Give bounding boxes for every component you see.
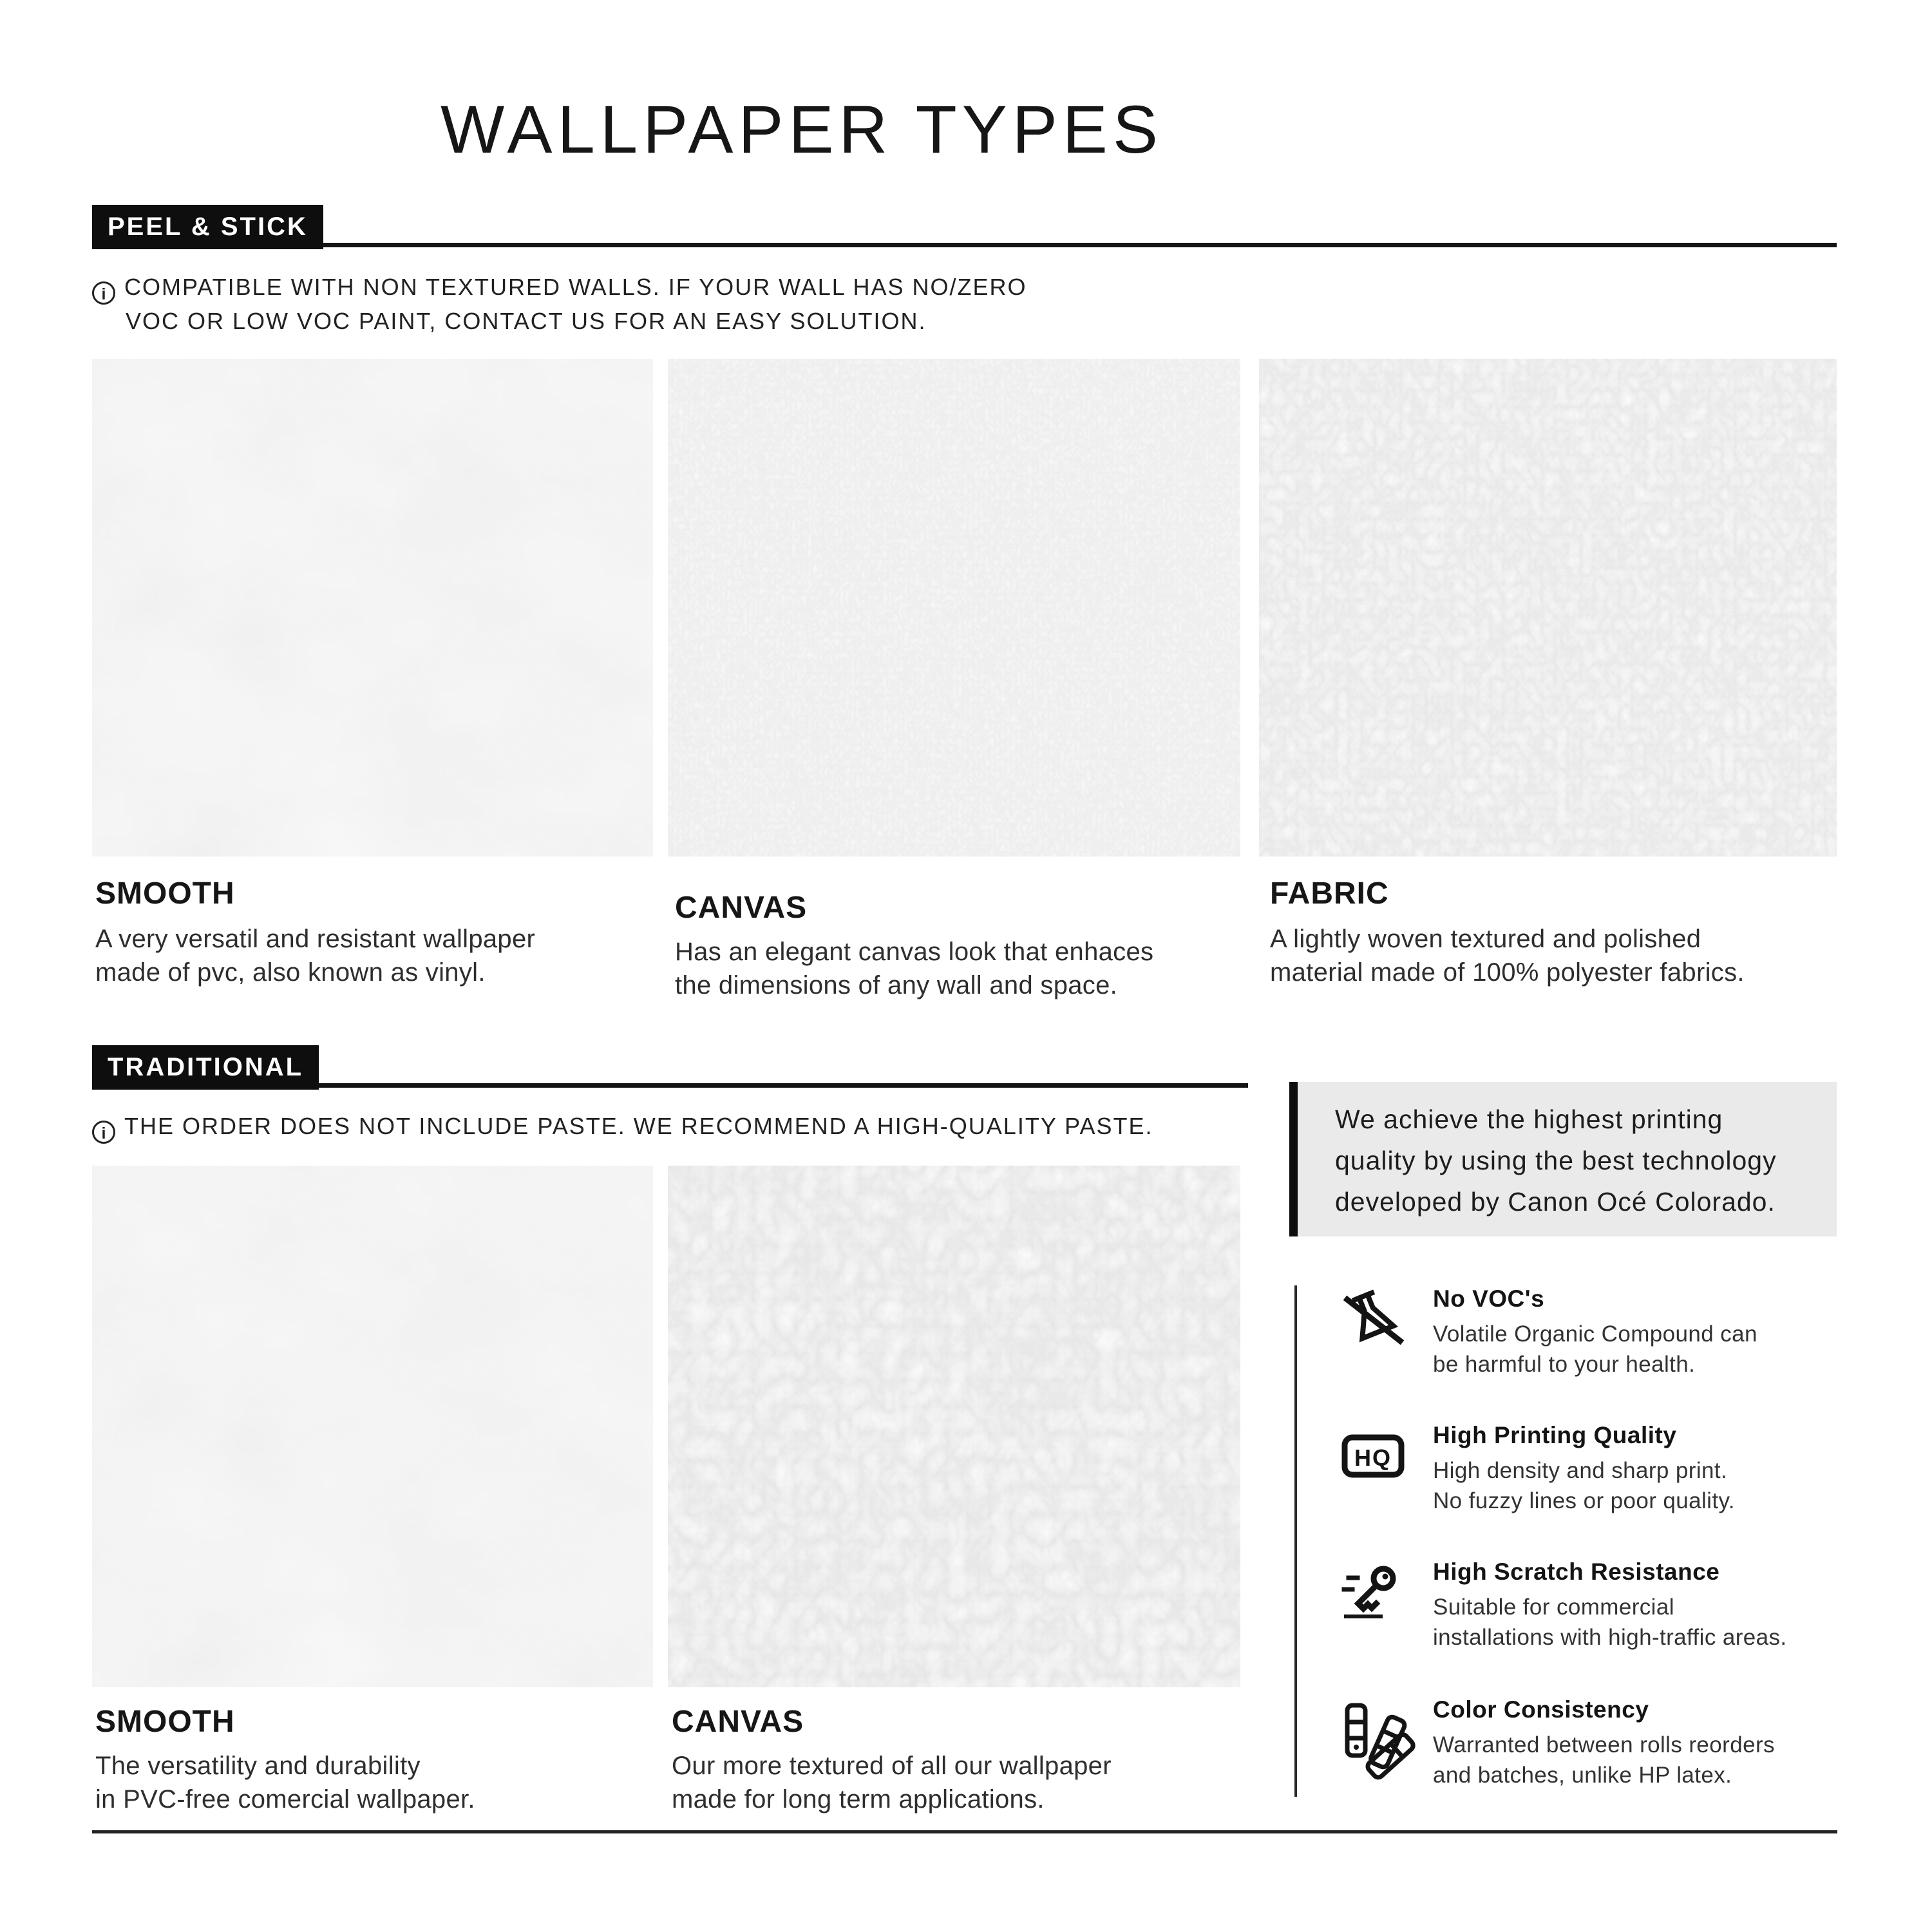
feature-title: No VOC's — [1433, 1285, 1545, 1312]
swatch-description-peel-stick-fabric: A lightly woven textured and polished material made of 100% polyester fabrics. — [1270, 925, 1745, 987]
swatch-description-peel-stick-smooth: A very versatil and resistant wallpaper made of pvc, also known as vinyl. — [95, 925, 536, 987]
peel-stick-note-line-2: VOC OR LOW VOC PAINT, CONTACT US FOR AN EASY SOLUTION. — [126, 308, 927, 334]
swatch-label-traditional-smooth: SMOOTH — [95, 1705, 235, 1739]
feature-description: Volatile Organic Compound can be harmful to your health. — [1433, 1321, 1757, 1377]
swatch-description-peel-stick-canvas: Has an elegant canvas look that enhaces the dimensions of any wall and space. — [675, 938, 1154, 999]
feature-title: High Printing Quality — [1433, 1422, 1677, 1448]
features-divider-line — [1294, 1285, 1297, 1797]
peel-stick-label-text: PEEL & STICK — [108, 213, 308, 241]
peel-stick-note-line-1: COMPATIBLE WITH NON TEXTURED WALLS. IF YOUR WALL HAS NO/ZERO — [124, 274, 1027, 300]
swatch-description-traditional-smooth: The versatility and durability in PVC-free comercial wallpaper. — [95, 1752, 475, 1814]
no-voc-flask-icon — [1341, 1287, 1405, 1351]
feature-title: Color Consistency — [1433, 1696, 1649, 1723]
feature-no-vocs — [1341, 1285, 1869, 1379]
color-swatchbook-icon — [1341, 1698, 1405, 1762]
hq-badge-icon — [1341, 1423, 1405, 1488]
footer-divider — [92, 1830, 1837, 1833]
feature-high-scratch-resistance — [1341, 1558, 1869, 1653]
swatch-label-traditional-canvas: CANVAS — [672, 1705, 804, 1739]
feature-title: High Scratch Resistance — [1433, 1558, 1720, 1585]
swatch-description-traditional-canvas: Our more textured of all our wallpaper made for long term applications. — [672, 1752, 1112, 1814]
swatch-image-peel-stick-smooth — [92, 359, 653, 857]
peel-stick-note — [92, 270, 1027, 338]
traditional-note — [92, 1110, 1153, 1144]
swatch-image-traditional-smooth — [92, 1166, 653, 1687]
feature-high-printing-quality — [1341, 1422, 1869, 1516]
swatch-label-peel-stick-smooth: SMOOTH — [95, 876, 235, 911]
swatch-label-peel-stick-fabric: FABRIC — [1270, 876, 1389, 911]
swatch-image-traditional-canvas — [668, 1166, 1240, 1687]
swatch-image-peel-stick-fabric — [1259, 359, 1837, 857]
page-title: WALLPAPER TYPES — [440, 92, 1163, 167]
section-label-traditional — [92, 1045, 319, 1090]
info-icon: i — [92, 281, 115, 305]
swatch-image-peel-stick-canvas — [668, 359, 1240, 857]
feature-description: Suitable for commercial installations with high-traffic areas. — [1433, 1595, 1787, 1650]
swatch-label-peel-stick-canvas: CANVAS — [675, 891, 808, 925]
quality-callout — [1289, 1082, 1837, 1236]
svg-text:HQ: HQ — [1354, 1444, 1392, 1471]
feature-description: Warranted between rolls reorders and batches, unlike HP latex. — [1433, 1732, 1775, 1788]
peel-stick-divider-line — [92, 243, 1837, 247]
quality-callout-line-2: quality by using the best technology — [1335, 1146, 1777, 1175]
info-icon: i — [92, 1121, 115, 1144]
quality-callout-line-3: developed by Canon Océ Colorado. — [1335, 1187, 1776, 1217]
feature-color-consistency — [1341, 1696, 1869, 1790]
scratch-key-icon — [1341, 1560, 1405, 1624]
quality-callout-line-1: We achieve the highest printing — [1335, 1104, 1723, 1134]
section-label-peel-stick — [92, 205, 323, 249]
feature-description: High density and sharp print. No fuzzy lines or poor quality. — [1433, 1458, 1735, 1513]
traditional-note-line-1: THE ORDER DOES NOT INCLUDE PASTE. WE RECOMMEND A HIGH-QUALITY PASTE. — [124, 1113, 1153, 1139]
traditional-label-text: TRADITIONAL — [108, 1053, 304, 1081]
